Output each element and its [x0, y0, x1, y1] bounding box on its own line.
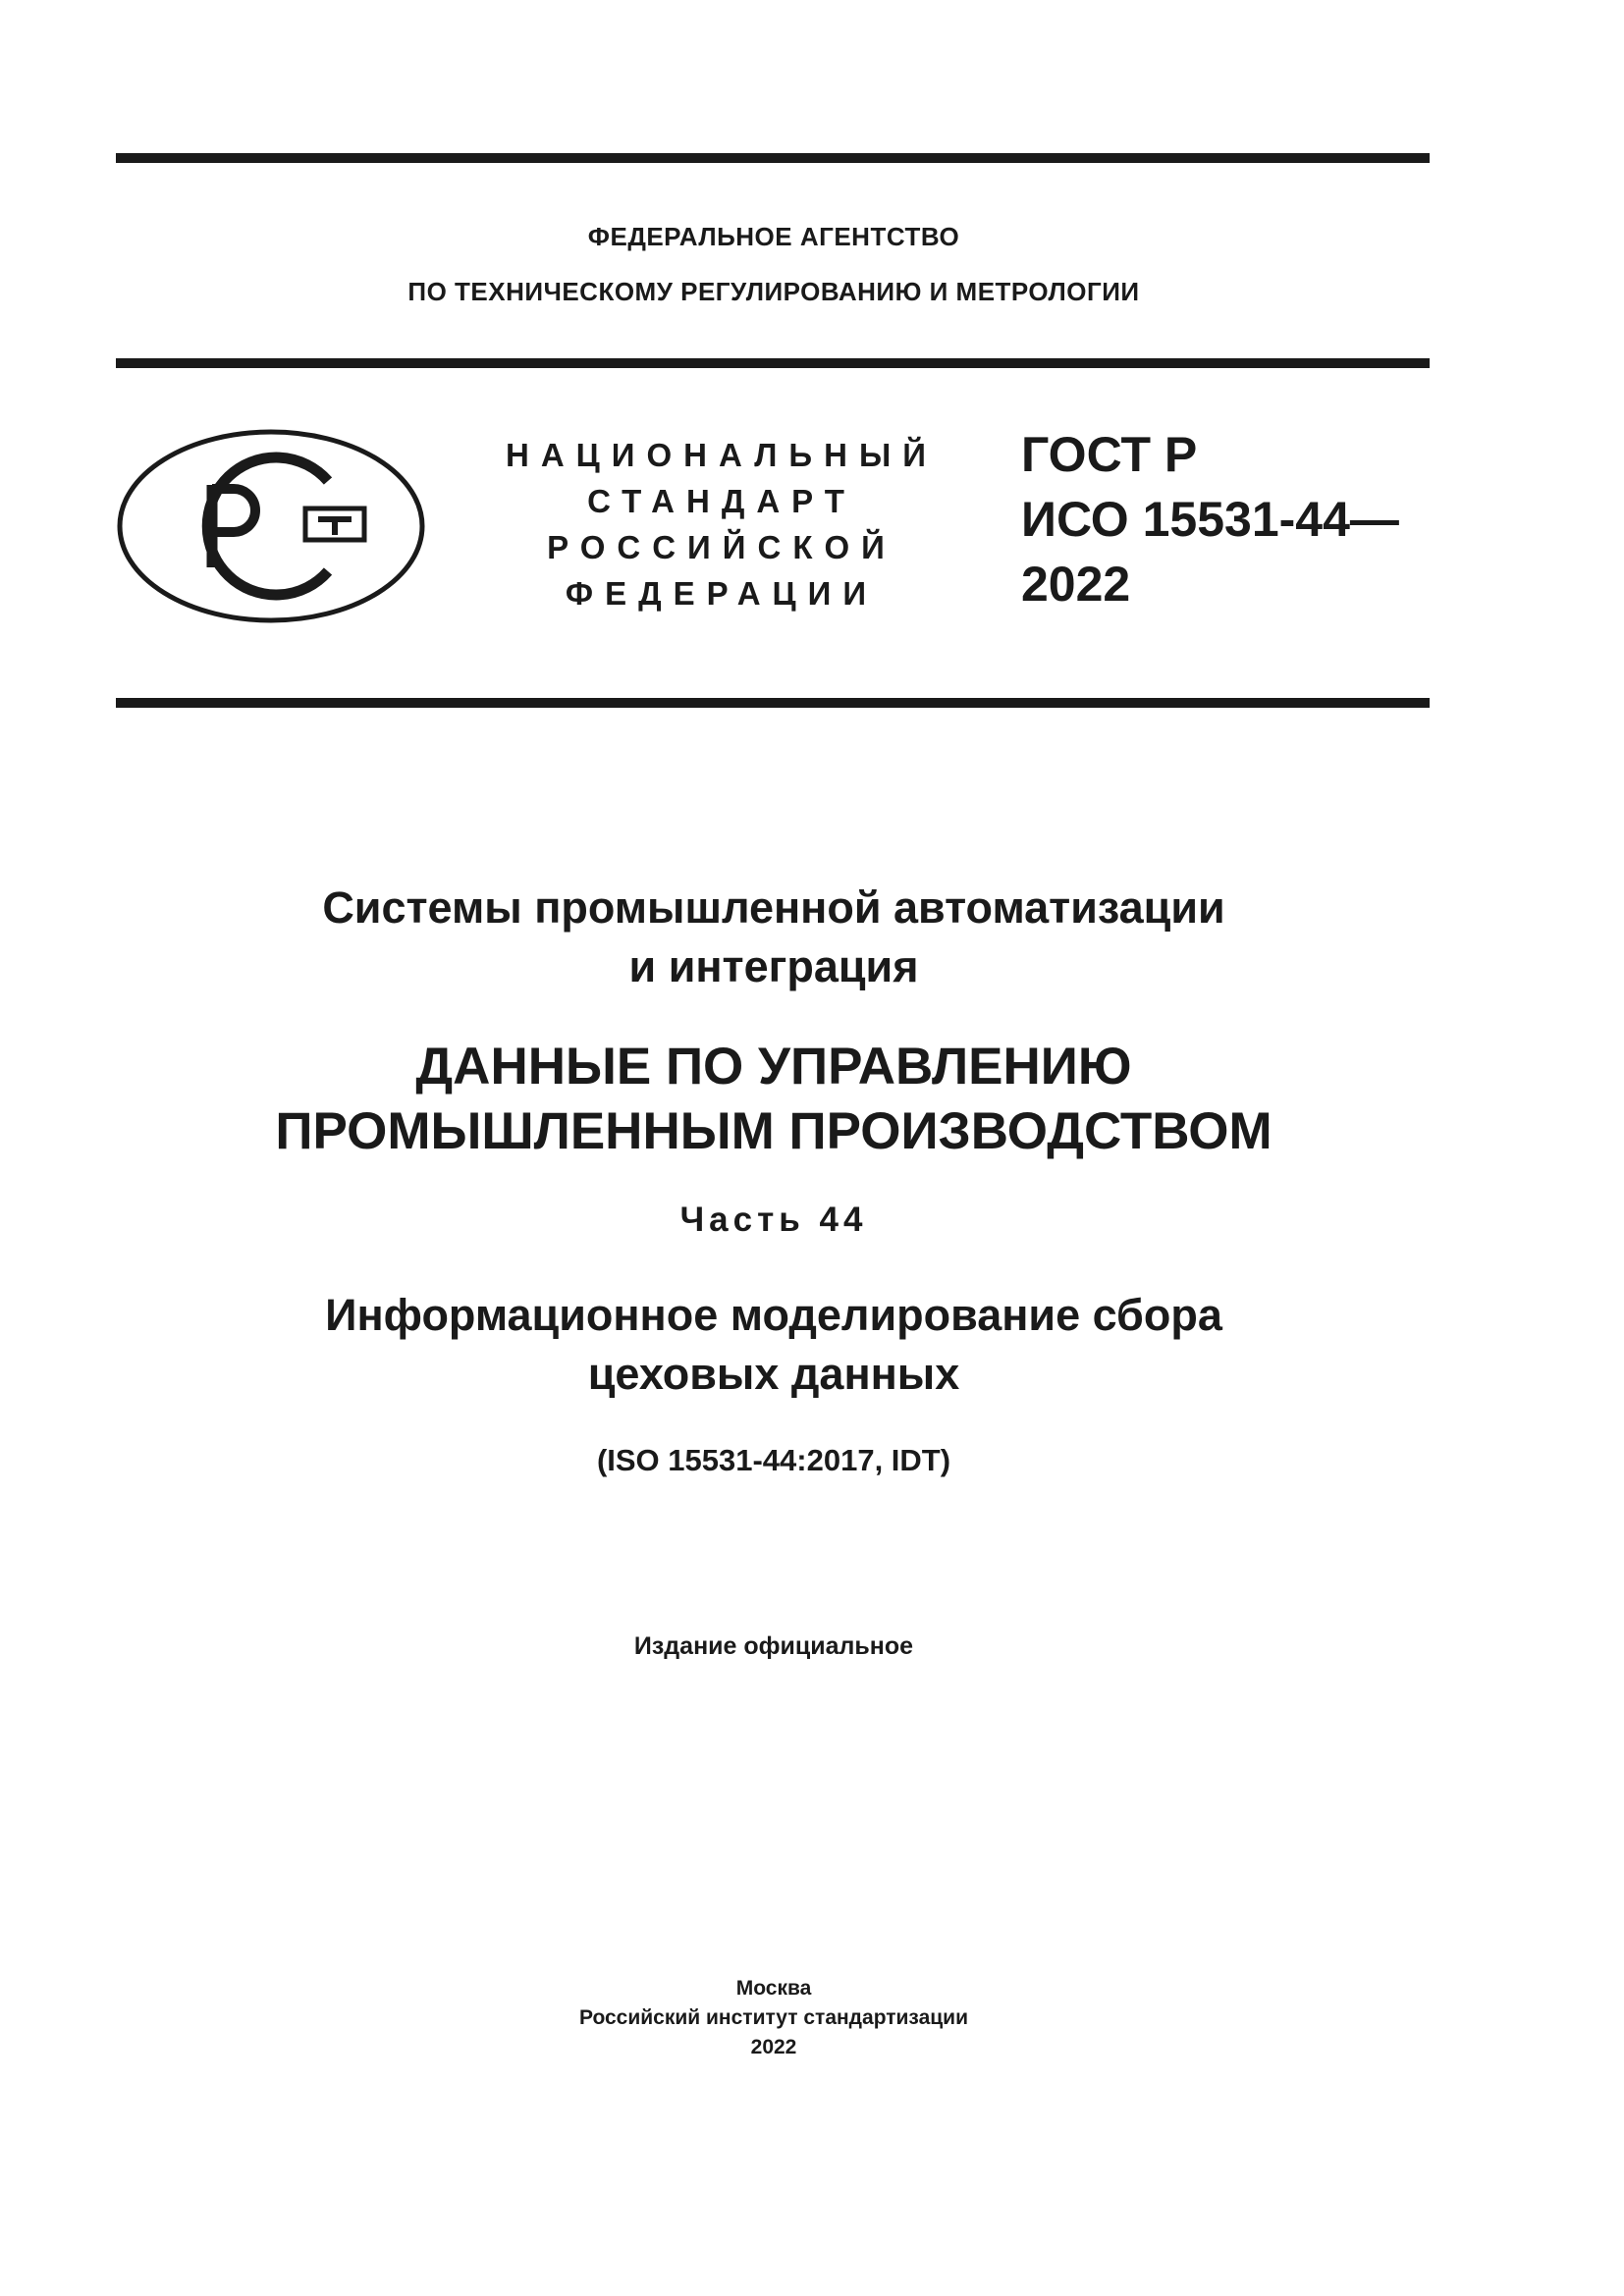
national-standard-label — [496, 432, 947, 616]
main-title-line-1: ДАННЫЕ ПО УПРАВЛЕНИЮ — [415, 1038, 1132, 1095]
header-divider — [116, 358, 1430, 368]
main-title-line-2: ПРОМЫШЛЕННЫМ ПРОИЗВОДСТВОМ — [275, 1102, 1272, 1160]
standard-designation — [1021, 422, 1399, 616]
series-title-line-1: Системы промышленной автоматизации — [322, 882, 1225, 933]
edition-label: Издание официальное — [633, 1632, 914, 1660]
agency-line-2: ПО ТЕХНИЧЕСКОМУ РЕГУЛИРОВАНИЮ И МЕТРОЛОГИИ — [407, 277, 1140, 306]
national-line-3: РОССИЙСКОЙ — [547, 529, 896, 565]
agency-line-1: ФЕДЕРАЛЬНОЕ АГЕНТСТВО — [587, 222, 960, 251]
standard-divider — [116, 698, 1430, 708]
national-line-2: СТАНДАРТ — [587, 483, 856, 519]
part-label: Часть 44 — [679, 1201, 868, 1239]
national-line-4: ФЕДЕРАЦИИ — [565, 575, 879, 612]
iso-reference: (ISO 15531-44:2017, IDT) — [596, 1443, 951, 1477]
national-line-1: НАЦИОНАЛЬНЫЙ — [506, 437, 938, 473]
subtitle-line-1: Информационное моделирование сбора — [325, 1290, 1222, 1340]
subtitle-line-2: цеховых данных — [587, 1349, 960, 1399]
top-rule — [116, 153, 1430, 163]
imprint-year: 2022 — [750, 2036, 797, 2058]
series-title-line-2: и интеграция — [628, 941, 919, 991]
imprint-publisher: Российский институт стандартизации — [578, 2006, 969, 2029]
imprint-city: Москва — [735, 1977, 812, 2000]
rst-certification-mark-icon — [116, 428, 426, 624]
designation-line-3: 2022 — [1021, 557, 1131, 612]
designation-line-2: ИСО 15531-44— — [1021, 492, 1399, 547]
designation-line-1: ГОСТ Р — [1021, 427, 1198, 482]
